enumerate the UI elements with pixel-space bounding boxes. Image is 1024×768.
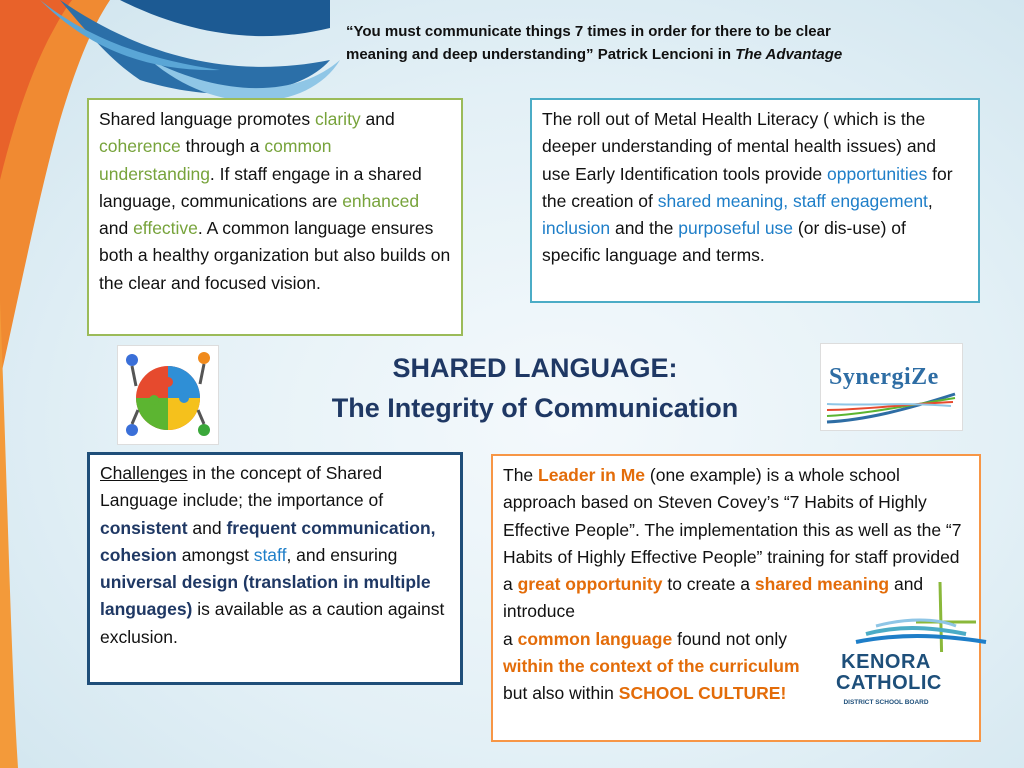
quote-line-1: “You must communicate things 7 times in order for there to be clear <box>346 23 831 40</box>
text: and <box>187 517 227 538</box>
great-opportunity-highlight: great opportunity <box>517 574 663 595</box>
clarity-highlight: clarity <box>314 109 361 129</box>
text: to create a <box>662 574 755 595</box>
kenora-cross-icon <box>836 582 996 652</box>
common-language-highlight: common language <box>517 628 673 649</box>
effective-highlight: effective <box>133 218 198 239</box>
text: (one example) is a whole school approach based on Steven Covey’s “7 Habits of Highly Effective People”. The implementation this as well as the “7 Habits of Highly Effective People” training for staff provided a <box>503 465 962 595</box>
text: for the creation of <box>542 163 953 211</box>
mental-health-literacy-box <box>530 98 980 303</box>
text: . A common language ensures both a healthy organization but also builds on the clear and focused vision. <box>99 218 451 293</box>
synergize-wordmark: SynergiZe <box>829 364 939 390</box>
shared-meaning-highlight: shared meaning <box>754 574 890 595</box>
puzzle-people-image <box>117 345 219 445</box>
text: , and ensuring <box>286 544 398 565</box>
text: . If staff engage in a shared language, communications are <box>99 163 422 211</box>
quote-line-2 <box>346 43 986 66</box>
consistent-highlight: consistent <box>100 517 188 538</box>
kenora-line-1: KENORA <box>841 651 931 673</box>
text: amongst <box>176 544 254 565</box>
text: and introduce <box>503 574 924 622</box>
challenges-heading: Challenges <box>100 463 188 483</box>
leader-in-me-highlight: Leader in Me <box>538 465 646 485</box>
title-line-1: SHARED LANGUAGE: <box>392 353 678 383</box>
text: in the concept of Shared Language include; the importance of <box>100 463 384 511</box>
text: a <box>503 628 518 649</box>
title-line-2: The Integrity of Communication <box>331 393 739 423</box>
kenora-catholic-logo <box>836 582 996 710</box>
curriculum-highlight: within the context of the curriculum <box>503 656 800 677</box>
text: and <box>99 218 134 239</box>
text: Shared language promotes <box>99 109 315 129</box>
text: and <box>360 109 395 129</box>
text: (or dis-use) of specific language and terms. <box>542 218 906 266</box>
shared-meaning-highlight: shared meaning, staff engagement <box>657 190 928 211</box>
lencioni-quote <box>346 20 986 66</box>
opportunities-highlight: opportunities <box>827 163 928 184</box>
staff-highlight: staff <box>253 544 287 565</box>
purposeful-use-highlight: purposeful use <box>678 218 794 239</box>
challenges-box <box>87 452 463 685</box>
kenora-line-2: CATHOLIC <box>836 672 942 694</box>
frequent-communication-highlight: frequent communication, cohesion <box>100 517 436 565</box>
shared-language-box <box>87 98 463 336</box>
text: through a <box>180 136 265 157</box>
synergize-arrows-icon <box>825 392 959 426</box>
synergize-logo <box>820 343 963 431</box>
text: is available as a caution against exclusion. <box>100 599 445 647</box>
slide-title <box>255 348 815 428</box>
coherence-highlight: coherence <box>99 136 181 157</box>
text: The roll out of Metal Health Literacy ( which is the deeper understanding of mental health issues) and use Early Identification tools provide <box>542 109 937 184</box>
common-understanding-highlight: common understanding <box>99 136 332 184</box>
text: The <box>503 465 539 485</box>
universal-design-highlight: universal design (translation in multiple languages) <box>100 572 431 620</box>
text: found not only <box>672 628 788 649</box>
school-culture-highlight: SCHOOL CULTURE! <box>618 683 787 704</box>
kenora-line-3: DISTRICT SCHOOL BOARD <box>843 699 929 706</box>
puzzle-illustration-icon <box>118 346 218 444</box>
enhanced-highlight: enhanced <box>342 190 420 211</box>
text: but also within <box>503 683 619 704</box>
text: and the <box>610 218 679 239</box>
quote-book-title: The Advantage <box>735 46 843 63</box>
kenora-catholic-wordmark <box>836 651 942 694</box>
text: , <box>927 190 933 211</box>
quote-line-2-text: meaning and deep understanding” Patrick Lencioni in <box>346 46 736 63</box>
inclusion-highlight: inclusion <box>542 218 611 239</box>
